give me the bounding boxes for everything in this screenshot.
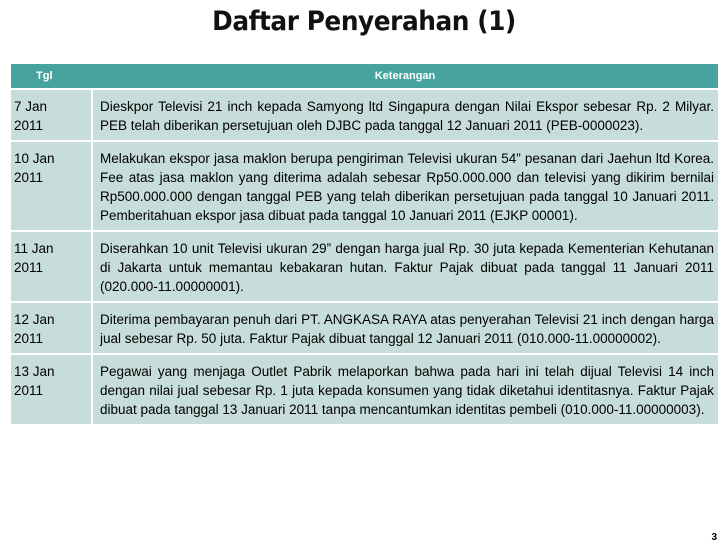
slide-title: Daftar Penyerahan (1) — [212, 6, 516, 37]
delivery-table — [11, 64, 718, 424]
row-date: 12 Jan 2011 — [11, 302, 92, 354]
row-description: Diterima pembayaran penuh dari PT. ANGKASA RAYA atas penyerahan Televisi 21 inch dengan harga jual sebesar Rp. 50 juta. Faktur Pajak dibuat tanggal 12 Januari 2011 (010.000-11.00000002). — [92, 302, 718, 354]
row-description: Pegawai yang menjaga Outlet Pabrik melaporkan bahwa pada hari ini telah dijual Televisi 14 inch dengan nilai jual sebesar Rp. 1 juta kepada konsumen yang tidak diketahui identitasnya. Faktur Pajak dibuat pada tanggal 13 Januari 2011 tanpa mencantumkan identitas pembeli (010.000-11.00000003). — [92, 354, 718, 424]
column-header-date: Tgl — [11, 64, 92, 89]
table-row — [11, 141, 718, 231]
page-number: 3 — [711, 532, 717, 543]
column-header-description: Keterangan — [92, 64, 718, 89]
row-description: Diserahkan 10 unit Televisi ukuran 29” dengan harga jual Rp. 30 juta kepada Kementerian Kehutanan di Jakarta untuk memantau kebakaran hutan. Faktur Pajak dibuat pada tanggal 11 Januari 2011 (020.000-11.00000001). — [92, 231, 718, 302]
table-header-row — [11, 64, 718, 89]
table-row — [11, 89, 718, 141]
row-date: 10 Jan 2011 — [11, 141, 92, 231]
table-row — [11, 231, 718, 302]
row-description: Melakukan ekspor jasa maklon berupa pengiriman Televisi ukuran 54” pesanan dari Jaehun ltd Korea. Fee atas jasa maklon yang diterima adalah sebesar Rp50.000.000 dan televisi yang dikirim bernilai Rp500.000.000 dengan tanggal PEB yang telah diberikan persetujuan pada tanggal 10 Januari 2011. Pemberitahuan ekspor jasa dibuat pada tanggal 10 Januari 2011 (EJKP 00001). — [92, 141, 718, 231]
table-row — [11, 354, 718, 424]
row-date: 13 Jan 2011 — [11, 354, 92, 424]
row-description: Dieskpor Televisi 21 inch kepada Samyong ltd Singapura dengan Nilai Ekspor sebesar Rp. 2 Milyar. PEB telah diberikan persetujuan oleh DJBC pada tanggal 12 Januari 2011 (PEB-0000023). — [92, 89, 718, 141]
row-date: 7 Jan 2011 — [11, 89, 92, 141]
table-row — [11, 302, 718, 354]
row-date: 11 Jan 2011 — [11, 231, 92, 302]
